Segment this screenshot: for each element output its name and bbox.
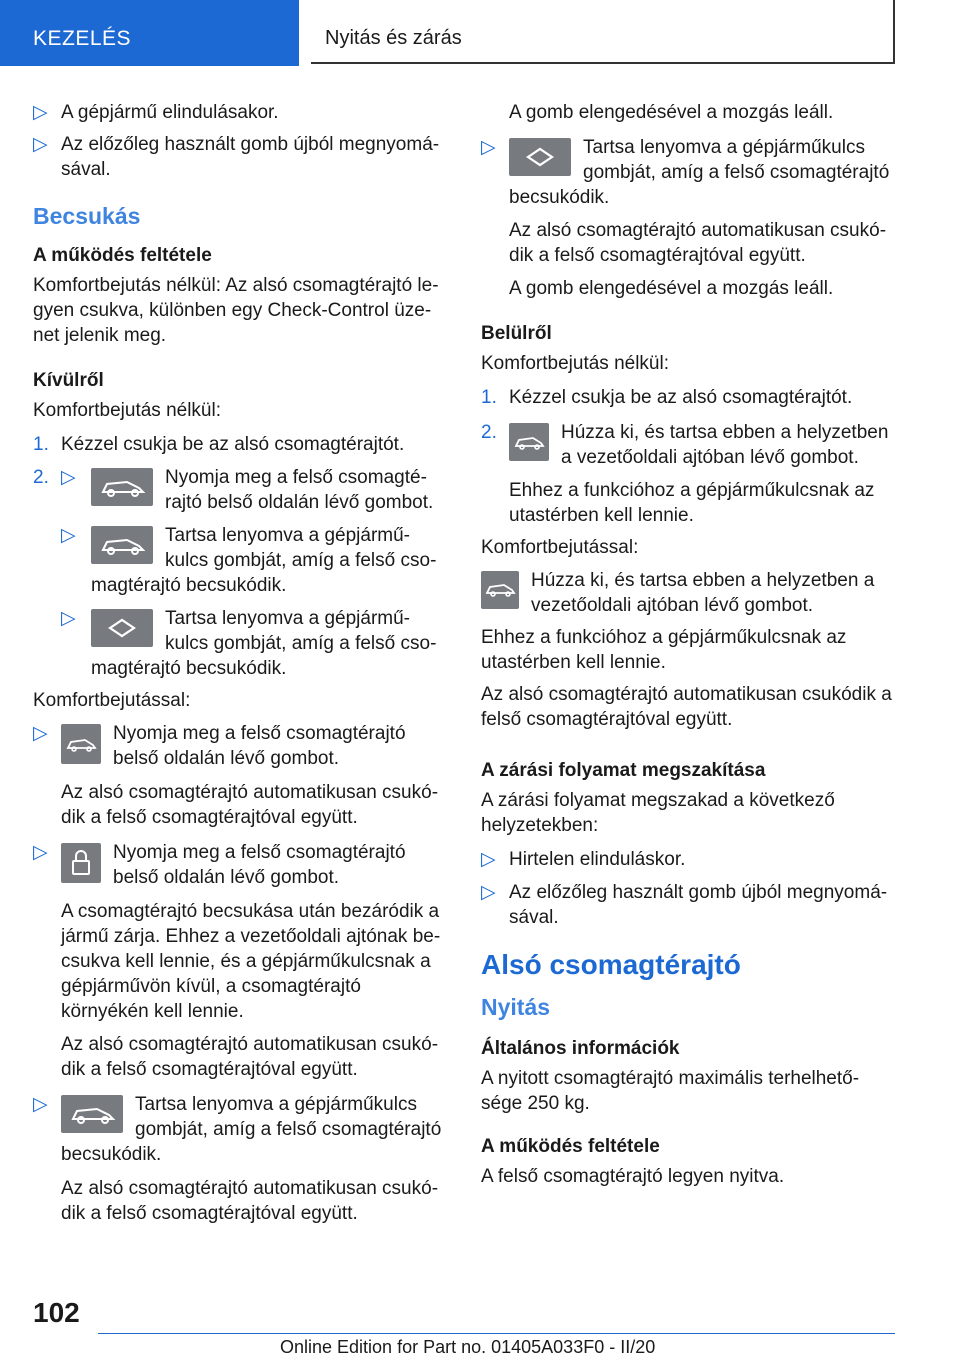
tailgate-car-icon xyxy=(61,1095,123,1133)
section-heading-open: Nyitás xyxy=(481,994,551,1020)
bullet-marker: ▷ xyxy=(61,608,76,629)
bullet-marker: ▷ xyxy=(61,467,76,488)
chapter-title: Nyitás és zárás xyxy=(311,0,895,64)
step-number: 1. xyxy=(33,434,49,455)
note-text: Az alsó csomagtérajtó automatikusan csukódik a felső csomagtérajtóval együtt. xyxy=(509,220,887,266)
list-item: 1. Kézzel csukja be az alsó csomagtérajtót. xyxy=(481,387,853,408)
general-text: A nyitott csomagtérajtó maximális terhelhetősége 250 kg. xyxy=(481,1068,860,1114)
bullet-marker: ▷ xyxy=(33,134,48,155)
list-item: ▷ A gépjármű elindulásakor. xyxy=(33,102,279,123)
sub-item: ▷ Nyomja meg a felső csomagtérajtó belső oldalán lévő gombot. xyxy=(61,467,434,513)
list-item: 2. Húzza ki, és tartsa ebben a helyzetben a vezetőoldali ajtóban lévő gombot. xyxy=(481,422,889,468)
sub-item: ▷ Tartsa lenyomva a gépjárműkulcs gombját, amíg a felső csomagtérajtó becsukódik. xyxy=(61,608,437,679)
bullet-marker: ▷ xyxy=(33,102,48,123)
comfort-item: Húzza ki, és tartsa ebben a helyzetben a vezetőoldali ajtóban lévő gombot. xyxy=(481,568,893,618)
key-tailgate-icon xyxy=(509,138,571,176)
bullet-marker: ▷ xyxy=(33,1094,48,1115)
subheading-outside: Kívülről xyxy=(33,370,104,391)
subheading-general: Általános információk xyxy=(481,1038,680,1059)
no-comfort-label: Komfortbejutás nélkül: xyxy=(481,353,669,374)
note-text: Ehhez a funkcióhoz a gépjárműkulcsnak az utastérben kell lennie. xyxy=(509,480,875,526)
note-text: A csomagtérajtó becsukása után bezáródik a jármű zárja. Ehhez a vezetőoldali ajtónak becsukva kell lennie, és a gépjárműkulcsnak a gépjárművön kívül, a csomagtérajtó környékén kell lennie. xyxy=(61,901,441,1022)
bullet-marker: ▷ xyxy=(33,723,48,744)
door-button-icon xyxy=(509,423,549,461)
no-comfort-label: Komfortbejutás nélkül: xyxy=(33,400,221,421)
with-comfort-label: Komfortbejutással: xyxy=(33,690,191,711)
right-column xyxy=(481,100,893,1189)
subheading-requirement: A működés feltétele xyxy=(33,245,212,266)
left-column xyxy=(33,100,445,1226)
note-text: Az alsó csomagtérajtó automatikusan csukódik a felső csomagtérajtóval együtt. xyxy=(61,1178,439,1224)
bullet-marker: ▷ xyxy=(481,137,496,158)
note-text: A gomb elengedésével a mozgás leáll. xyxy=(509,278,834,299)
note-text: Ehhez a funkcióhoz a gépjárműkulcsnak az utastérben kell lennie. xyxy=(481,627,847,673)
bullet-marker: ▷ xyxy=(481,849,496,870)
section-heading-close: Becsukás xyxy=(33,203,141,229)
subheading-interrupt: A zárási folyamat megszakítása xyxy=(481,760,766,781)
lock-icon xyxy=(61,843,101,883)
chapter-heading-lower-tailgate: Alsó csomagtérajtó xyxy=(481,949,741,980)
note-text: Az alsó csomagtérajtó automatikusan csukódik a felső csomagtérajtóval együtt. xyxy=(61,782,439,828)
list-item: ▷ Az előzőleg használt gomb újból megnyomásával. xyxy=(481,882,888,928)
list-item: ▷ Tartsa lenyomva a gépjárműkulcs gombját, amíg a felső csomagtérajtó becsukódik. xyxy=(33,1094,442,1165)
list-item xyxy=(33,465,445,681)
list-item: ▷ Hirtelen elinduláskor. xyxy=(481,849,686,870)
section-tab: KEZELÉS xyxy=(0,0,299,66)
key-tailgate-icon xyxy=(91,609,153,647)
with-comfort-label: Komfortbejutással: xyxy=(481,537,639,558)
step-number: 2. xyxy=(33,467,49,488)
bullet-marker: ▷ xyxy=(481,882,496,903)
list-item: ▷ Nyomja meg a felső csomagtérajtó belső oldalán lévő gombot. xyxy=(33,842,406,888)
note-text: Az alsó csomagtérajtó automatikusan csukódik a felső csomagtérajtóval együtt. xyxy=(481,684,892,730)
page-number: 102 xyxy=(33,1297,80,1328)
sub-item: ▷ Tartsa lenyomva a gépjárműkulcs gombját, amíg a felső csomagtérajtó becsukódik. xyxy=(61,525,437,596)
footer-edition: Online Edition for Part no. 01405A033F0 - II/20 xyxy=(280,1337,656,1357)
list-item: ▷ Az előzőleg használt gomb újból megnyomásával. xyxy=(33,134,440,180)
door-button-icon xyxy=(481,571,519,609)
step-number: 1. xyxy=(481,387,497,408)
tailgate-small-icon xyxy=(61,724,101,764)
note-text: A gomb elengedésével a mozgás leáll. xyxy=(509,102,834,123)
list-item: ▷ Tartsa lenyomva a gépjárműkulcs gombját, amíg a felső csomagtérajtó becsukódik. xyxy=(481,137,890,208)
subheading-requirement: A működés feltétele xyxy=(481,1136,660,1157)
footer-divider xyxy=(98,1333,895,1334)
interrupt-text: A zárási folyamat megszakad a következő helyzetekben: xyxy=(481,790,835,836)
bullet-marker: ▷ xyxy=(61,525,76,546)
tailgate-car-icon xyxy=(91,468,153,506)
step-number: 2. xyxy=(481,422,497,443)
note-text: Az alsó csomagtérajtó automatikusan csukódik a felső csomagtérajtóval együtt. xyxy=(61,1034,439,1080)
requirement-text: Komfortbejutás nélkül: Az alsó csomagtérajtó legyen csukva, különben egy Check-Control üzenet jelenik meg. xyxy=(33,275,439,346)
tailgate-car-icon xyxy=(91,526,153,564)
bullet-marker: ▷ xyxy=(33,842,48,863)
list-item: 1. Kézzel csukja be az alsó csomagtérajtót. xyxy=(33,434,405,455)
subheading-inside: Belülről xyxy=(481,323,552,344)
requirement-text: A felső csomagtérajtó legyen nyitva. xyxy=(481,1166,785,1187)
list-item: ▷ Nyomja meg a felső csomagtérajtó belső oldalán lévő gombot. xyxy=(33,723,406,769)
